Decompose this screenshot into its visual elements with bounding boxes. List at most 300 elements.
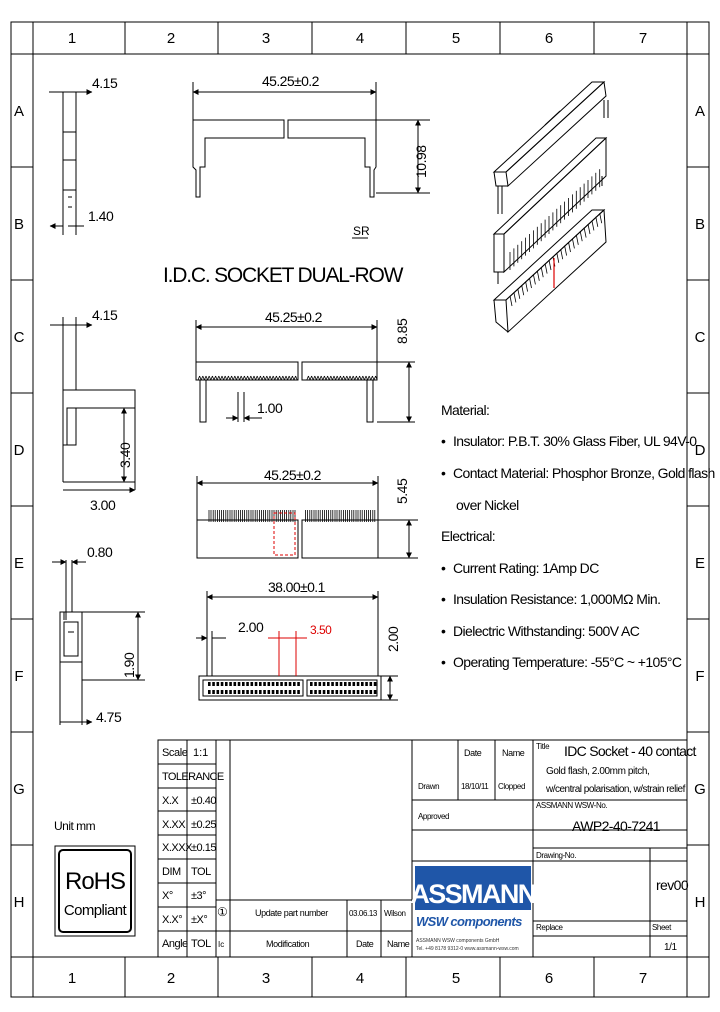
drawing-detail-line xyxy=(200,376,202,380)
pin-mark xyxy=(217,682,220,686)
drawing-detail-line xyxy=(600,213,602,223)
row-label: A xyxy=(13,103,25,120)
drawing-detail-line xyxy=(348,376,350,380)
drawing-detail-line xyxy=(204,376,206,380)
row-label: C xyxy=(13,329,25,346)
pin-mark xyxy=(323,690,326,694)
drawing-detail-line xyxy=(557,253,559,263)
pin-mark xyxy=(225,682,228,686)
sheet-label: Sheet xyxy=(652,923,671,932)
drawing-detail-line xyxy=(201,376,203,380)
name-header: Name xyxy=(502,748,525,758)
pin-mark xyxy=(374,682,377,686)
drawing-detail-line xyxy=(372,376,374,380)
drawing-detail-line xyxy=(225,376,227,380)
drawing-detail-line xyxy=(296,376,298,380)
pin-mark xyxy=(331,682,334,686)
drawing-detail-line xyxy=(308,376,310,380)
unit-label: Unit mm xyxy=(54,819,96,833)
pin-mark xyxy=(310,682,313,686)
drawing-detail-line xyxy=(315,376,317,380)
pin-mark xyxy=(221,690,224,694)
drawing-detail-line xyxy=(233,376,235,380)
pin-mark xyxy=(276,690,279,694)
drawing-detail-line xyxy=(368,376,370,380)
pin-mark xyxy=(285,690,288,694)
dim-label-red: 3.50 xyxy=(310,623,332,637)
col-header-modification: Modification xyxy=(266,939,310,949)
drawing-detail-line xyxy=(353,376,355,380)
pin-mark xyxy=(289,682,292,686)
drawing-detail-line xyxy=(331,376,333,380)
drawing-detail-line xyxy=(243,376,245,380)
drawing-detail-line xyxy=(264,376,266,380)
drawing-detail-line xyxy=(270,376,272,380)
dim-label: 3.40 xyxy=(117,442,133,468)
pin-mark xyxy=(293,690,296,694)
col-header-index: Ic xyxy=(218,940,225,949)
drawing-detail-line xyxy=(203,376,205,380)
pin-mark xyxy=(293,682,296,686)
drawing-detail-line xyxy=(530,278,532,288)
drawing-detail-line xyxy=(584,228,586,238)
row-label: D xyxy=(694,442,706,459)
pin-mark xyxy=(336,690,339,694)
drawing-detail-line xyxy=(369,376,371,380)
pin-mark xyxy=(229,690,232,694)
pin-mark xyxy=(255,682,258,686)
pin-mark xyxy=(259,682,262,686)
pin-mark xyxy=(263,682,266,686)
row-label: A xyxy=(694,103,706,120)
pin-mark xyxy=(370,690,373,694)
dim-label: 45.25±0.2 xyxy=(262,73,319,89)
pin-mark xyxy=(314,690,317,694)
drawing-detail-line xyxy=(238,376,240,380)
drawing-detail-line xyxy=(366,376,368,380)
drawing-detail-line xyxy=(580,231,582,241)
drawing-detail-line xyxy=(361,376,363,380)
drawing-detail-line xyxy=(228,376,230,380)
pin-mark xyxy=(234,690,237,694)
pin-mark xyxy=(319,682,322,686)
drawing-detail-line xyxy=(324,376,326,380)
row-label: C xyxy=(694,329,706,346)
dim-label: 5.45 xyxy=(394,478,410,504)
drawing-number-label: Drawing-No. xyxy=(536,851,577,860)
drawing-detail-line xyxy=(232,376,234,380)
drawing-detail-line xyxy=(219,376,221,380)
spec-item-current: • Current Rating: 1Amp DC xyxy=(441,560,599,576)
col-header-date: Date xyxy=(356,939,374,949)
title-value: IDC Socket - 40 contact xyxy=(564,743,696,759)
side-view-top xyxy=(49,92,92,235)
drawing-detail-line xyxy=(572,238,574,248)
drawing-detail-line xyxy=(268,376,270,380)
row-label: G xyxy=(694,781,706,798)
tolerance-value: ±0.25 xyxy=(191,819,216,831)
drawing-detail-line xyxy=(355,376,357,380)
dim-label: 1.40 xyxy=(88,208,114,224)
drawing-detail-line xyxy=(272,376,274,380)
drawing-detail-line xyxy=(329,376,331,380)
pin-mark xyxy=(251,682,254,686)
drawing-detail-line xyxy=(313,376,315,380)
pin-mark xyxy=(229,682,232,686)
drawing-detail-line xyxy=(249,376,251,380)
drawing-detail-line xyxy=(374,376,376,380)
drawing-detail-line xyxy=(248,376,250,380)
tolerance-dim: DIM xyxy=(162,866,181,878)
drawing-detail-line xyxy=(347,376,349,380)
row-label: B xyxy=(13,216,25,233)
drawing-detail-line xyxy=(592,220,594,230)
pin-mark xyxy=(374,690,377,694)
side-view-low xyxy=(52,560,145,725)
pin-mark xyxy=(272,690,275,694)
pin-mark xyxy=(255,690,258,694)
row-label: F xyxy=(695,668,705,685)
drawing-detail-line xyxy=(222,376,224,380)
dim-label: 1.90 xyxy=(121,652,137,678)
revision-description: Update part number xyxy=(255,908,328,918)
drawing-detail-line xyxy=(340,376,342,380)
row-label: E xyxy=(694,555,706,572)
dim-label: 45.25±0.2 xyxy=(265,309,322,325)
drawing-detail-line xyxy=(344,376,346,380)
tolerance-dim: X.X° xyxy=(162,914,183,926)
dim-label: 10.98 xyxy=(413,145,429,178)
pin-mark xyxy=(208,682,211,686)
pin-mark xyxy=(212,682,215,686)
drawing-title: I.D.C. SOCKET DUAL-ROW xyxy=(163,264,403,287)
pin-grid xyxy=(208,682,376,694)
tolerance-value: TOL xyxy=(191,866,211,878)
drawing-detail-line xyxy=(217,376,219,380)
drawing-detail-line xyxy=(596,217,598,227)
part-number: AWP2-40-7241 xyxy=(572,818,660,834)
dim-label: 0.80 xyxy=(87,544,113,560)
pin-mark xyxy=(238,682,241,686)
dim-label: 4.75 xyxy=(96,709,122,725)
pin-mark xyxy=(340,682,343,686)
tolerance-value: ±0.40 xyxy=(191,795,216,807)
col-label: 4 xyxy=(355,970,365,987)
polarisation-dim xyxy=(268,631,307,676)
col-label: 2 xyxy=(166,30,176,47)
drawing-detail-line xyxy=(342,376,344,380)
drawing-detail-line xyxy=(576,235,578,245)
electrical-heading: Electrical: xyxy=(441,528,496,544)
dim-label: 4.15 xyxy=(92,307,118,323)
drawing-detail-line xyxy=(283,376,285,380)
pin-mark xyxy=(221,682,224,686)
col-label: 1 xyxy=(67,970,77,987)
pin-mark xyxy=(344,690,347,694)
revision-date: 03.06.13 xyxy=(349,909,377,918)
dim-label: 4.15 xyxy=(92,75,118,91)
tolerance-label: TOLERANCE xyxy=(162,771,224,783)
drawing-detail-line xyxy=(230,376,232,380)
sr-label: SR xyxy=(353,224,370,238)
dim-label: 1.00 xyxy=(257,400,283,416)
drawing-detail-line xyxy=(310,376,312,380)
drawing-detail-line xyxy=(280,376,282,380)
dim-label: 3.00 xyxy=(90,497,116,513)
drawing-detail-line xyxy=(198,376,200,380)
logo-subtitle: WSW components xyxy=(416,914,522,929)
material-heading: Material: xyxy=(441,402,490,418)
pin-mark xyxy=(276,682,279,686)
drawing-detail-line xyxy=(312,376,314,380)
drawing-detail-line xyxy=(208,376,210,380)
pin-mark xyxy=(310,690,313,694)
drawing-detail-line xyxy=(260,376,262,380)
drawing-detail-line xyxy=(289,376,291,380)
drawing-detail-line xyxy=(328,376,330,380)
revision-name: Wilson xyxy=(384,909,406,918)
col-label: 5 xyxy=(451,970,461,987)
title-label: Title xyxy=(536,742,550,751)
drawn-date: 18/10/11 xyxy=(461,782,489,791)
tolerance-value: TOL xyxy=(191,938,211,950)
drawing-detail-line xyxy=(265,376,267,380)
pin-mark xyxy=(323,682,326,686)
drawing-detail-line xyxy=(316,376,318,380)
drawing-detail-line xyxy=(321,376,323,380)
tolerance-dim: X.X xyxy=(162,795,179,807)
tolerance-value: ±0.15 xyxy=(191,842,216,854)
isometric-contacts xyxy=(510,169,602,306)
pin-mark xyxy=(268,690,271,694)
drawing-detail-line xyxy=(350,376,352,380)
dim-label: 45.25±0.2 xyxy=(264,467,321,483)
drawing-detail-line xyxy=(352,376,354,380)
drawing-detail-line xyxy=(209,376,211,380)
drawing-detail-line xyxy=(337,376,339,380)
drawing-detail-line xyxy=(339,376,341,380)
drawing-detail-line xyxy=(281,376,283,380)
drawing-detail-line xyxy=(323,376,325,380)
col-label: 3 xyxy=(261,970,271,987)
pin-mark xyxy=(357,690,360,694)
drawing-detail-line xyxy=(273,376,275,380)
drawing-detail-line xyxy=(364,376,366,380)
pin-mark xyxy=(251,690,254,694)
pin-mark xyxy=(365,682,368,686)
drawing-detail-line xyxy=(561,249,563,259)
drawing-detail-line xyxy=(588,224,590,234)
dim-label: 8.85 xyxy=(394,318,410,344)
tolerance-value: ±X° xyxy=(191,914,208,926)
drawing-detail-line xyxy=(320,376,322,380)
front-view-mid xyxy=(196,320,415,422)
tolerance-dim: X° xyxy=(162,890,173,902)
description-line-1: Gold flash, 2.00mm pitch, xyxy=(546,766,650,777)
col-label: 1 xyxy=(67,30,77,47)
drawing-detail-line xyxy=(565,246,567,256)
date-header: Date xyxy=(464,748,482,758)
pin-mark xyxy=(297,682,300,686)
drawing-detail-line xyxy=(278,376,280,380)
drawing-detail-line xyxy=(206,376,208,380)
tolerance-dim: X.XXX xyxy=(162,842,192,854)
pin-mark xyxy=(344,682,347,686)
pin-mark xyxy=(289,690,292,694)
pin-mark xyxy=(259,690,262,694)
row-label: H xyxy=(13,894,25,911)
logo-address-1: ASSMANN WSW components GmbH xyxy=(416,938,500,944)
col-label: 3 xyxy=(261,30,271,47)
drawing-detail-line xyxy=(522,285,524,295)
drawing-detail-line xyxy=(514,292,516,302)
pin-mark xyxy=(272,682,275,686)
drawing-detail-line xyxy=(307,376,309,380)
drawing-detail-line xyxy=(526,282,528,292)
drawing-detail-line xyxy=(246,376,248,380)
drawing-detail-line xyxy=(292,376,294,380)
tolerance-dim: Angle xyxy=(162,938,188,950)
drawing-detail-line xyxy=(257,376,259,380)
pin-mark xyxy=(314,682,317,686)
drawing-detail-line xyxy=(541,267,543,277)
col-label: 7 xyxy=(638,30,648,47)
pin-mark xyxy=(242,682,245,686)
pin-mark xyxy=(246,690,249,694)
assmann-logo xyxy=(410,866,535,952)
drawing-detail-line xyxy=(214,376,216,380)
col-label: 5 xyxy=(451,30,461,47)
drawing-detail-line xyxy=(294,376,296,380)
drawing-detail-line xyxy=(284,376,286,380)
pin-mark xyxy=(331,690,334,694)
drawing-detail-line xyxy=(259,376,261,380)
drawing-detail-line xyxy=(549,260,551,270)
spec-item-contact-cont: over Nickel xyxy=(456,497,519,513)
pin-mark xyxy=(285,682,288,686)
col-label: 2 xyxy=(166,970,176,987)
row-label: H xyxy=(694,894,706,911)
row-label: E xyxy=(13,555,25,572)
grid-labels xyxy=(13,30,706,987)
col-label: 4 xyxy=(355,30,365,47)
pin-mark xyxy=(361,682,364,686)
logo-wordmark: ASSMANN xyxy=(410,879,536,909)
pin-mark xyxy=(353,690,356,694)
rohs-subtitle: Compliant xyxy=(63,902,127,919)
pin-mark xyxy=(370,682,373,686)
pin-mark xyxy=(336,682,339,686)
drawing-detail-line xyxy=(275,376,277,380)
contact-teeth-mid xyxy=(198,376,377,380)
description-line-2: w/central polarisation, w/strain relief xyxy=(546,784,685,795)
drawing-detail-line xyxy=(537,271,539,281)
drawn-name: Clopped xyxy=(498,782,526,791)
pin-mark xyxy=(319,690,322,694)
drawing-detail-line xyxy=(291,376,293,380)
pin-mark xyxy=(280,682,283,686)
drawing-detail-line xyxy=(244,376,246,380)
drawing-detail-line xyxy=(332,376,334,380)
rohs-title: RoHS xyxy=(64,868,126,895)
drawing-detail-line xyxy=(286,376,288,380)
drawing-detail-line xyxy=(235,376,237,380)
drawing-detail-line xyxy=(360,376,362,380)
pin-mark xyxy=(357,682,360,686)
spec-item-insulation: • Insulation Resistance: 1,000MΩ Min. xyxy=(441,591,661,607)
drawing-detail-line xyxy=(216,376,218,380)
drawing-detail-line xyxy=(326,376,328,380)
drawing-detail-line xyxy=(545,264,547,274)
drawing-detail-line xyxy=(252,376,254,380)
spec-item-insulator: • Insulator: P.B.T. 30% Glass Fiber, UL 94V-0 xyxy=(441,433,697,449)
pin-mark xyxy=(212,690,215,694)
pin-mark xyxy=(263,690,266,694)
pin-mark xyxy=(353,682,356,686)
drawing-detail-line xyxy=(212,376,214,380)
row-label: F xyxy=(14,668,24,685)
pin-mark xyxy=(234,682,237,686)
drawing-detail-line xyxy=(356,376,358,380)
pin-mark xyxy=(327,682,330,686)
tolerance-value: ±3° xyxy=(191,890,207,902)
drawing-detail-line xyxy=(336,376,338,380)
row-label: G xyxy=(13,781,25,798)
rohs-badge xyxy=(55,846,135,936)
drawing-detail-line xyxy=(251,376,253,380)
drawing-detail-line xyxy=(518,289,520,299)
drawing-detail-line xyxy=(533,274,535,284)
col-label: 6 xyxy=(544,30,554,47)
replace-label: Replace xyxy=(536,923,563,932)
drawing-detail-line xyxy=(227,376,229,380)
spec-item-temperature: • Operating Temperature: -55°C ~ +105°C xyxy=(441,654,682,670)
drawing-detail-line xyxy=(220,376,222,380)
approved-label: Approved xyxy=(418,812,450,821)
pin-mark xyxy=(365,690,368,694)
col-header-name: Name xyxy=(387,939,410,949)
revision-code: rev00 xyxy=(656,877,689,893)
drawing-detail-line xyxy=(363,376,365,380)
isometric-view xyxy=(494,82,608,332)
dim-label: 38.00±0.1 xyxy=(268,579,325,595)
dim-label: 2.00 xyxy=(238,619,264,635)
sheet-value: 1/1 xyxy=(664,942,677,953)
pin-mark xyxy=(361,690,364,694)
logo-address-2: Tel. +49 8178 9312-0 www.assmann-wsw.com xyxy=(416,946,519,952)
pin-mark xyxy=(217,690,220,694)
drawing-detail-line xyxy=(254,376,256,380)
scale-value: 1:1 xyxy=(193,747,209,759)
pin-mark xyxy=(238,690,241,694)
drawing-detail-line xyxy=(256,376,258,380)
pin-mark xyxy=(225,690,228,694)
drawing-detail-line xyxy=(569,242,571,252)
drawing-detail-line xyxy=(334,376,336,380)
drawing-detail-line xyxy=(241,376,243,380)
row-label: B xyxy=(694,216,706,233)
drawing-detail-line xyxy=(240,376,242,380)
drawn-label: Drawn xyxy=(418,782,440,791)
drawing-detail-line xyxy=(224,376,226,380)
pin-mark xyxy=(348,690,351,694)
pin-mark xyxy=(208,690,211,694)
pin-mark xyxy=(340,690,343,694)
drawing-detail-line xyxy=(371,376,373,380)
pin-mark xyxy=(268,682,271,686)
drawing-detail-line xyxy=(262,376,264,380)
col-label: 6 xyxy=(544,970,554,987)
